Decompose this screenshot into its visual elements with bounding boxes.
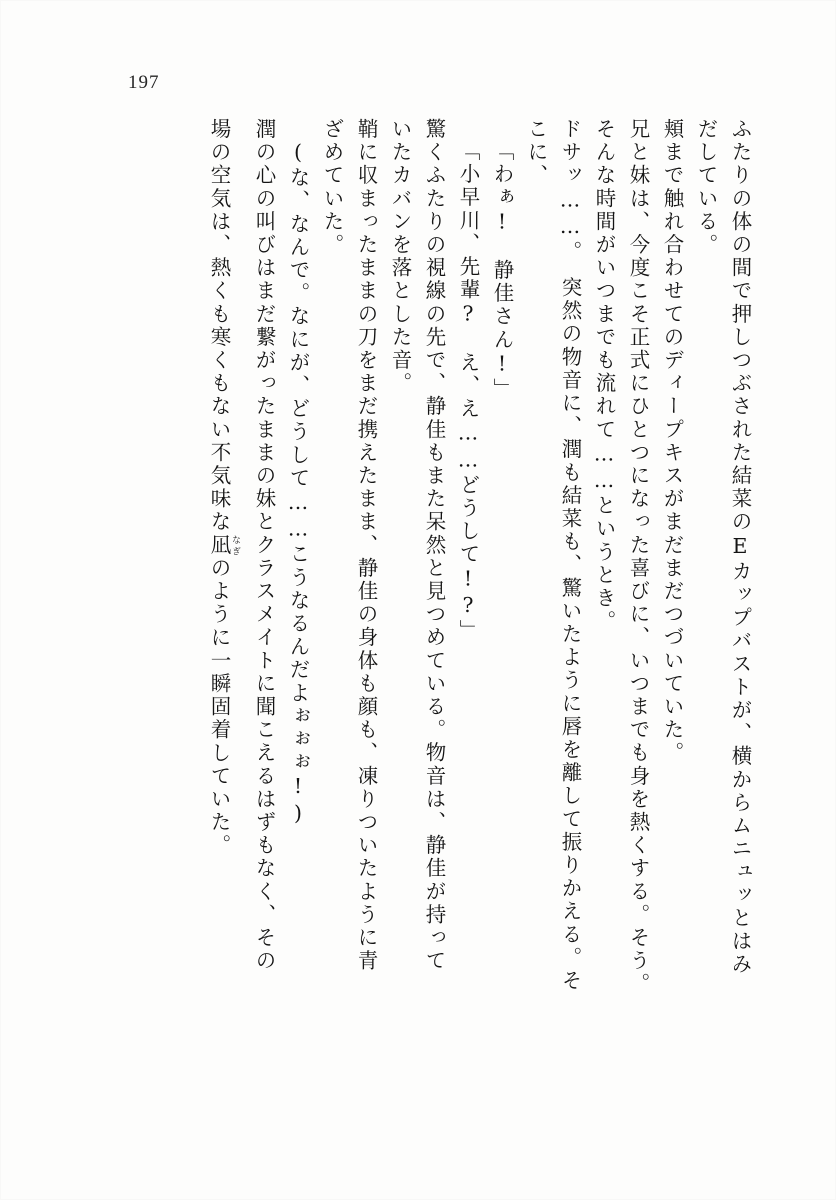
text-column: 兄と妹は、今度こそ正式にひとつになった喜びに、いつまでも身を熱くする。そう。 xyxy=(626,118,650,996)
page-number: 197 xyxy=(128,72,160,93)
text-column: 鞘に収まったままの刀をまだ携えたまま、静佳の身体も顔も、凍りついたように青 xyxy=(354,118,378,973)
text-column: いたカバンを落とした音。 xyxy=(388,118,412,396)
text-column: 潤の心の叫びはまだ繋がったままの妹とクラスメイトに聞こえるはずもなく、その xyxy=(252,118,276,973)
text-column: (な、なんで。なにが、どうして……こうなるんだよぉぉぉ!) xyxy=(286,140,310,828)
text-column: ふたりの体の間で押しつぶされた結菜のEカップバストが、横からムニュッとはみ xyxy=(728,118,752,977)
text-column: だしている。 xyxy=(694,118,718,257)
text-column: そんな時間がいつまでも流れて……というとき。 xyxy=(592,118,616,634)
vertical-text-block xyxy=(130,118,750,1078)
text-column: こに、 xyxy=(524,118,548,188)
text-column: 頬まで触れ合わせてのディープキスがまだまだつづいていた。 xyxy=(660,118,684,765)
text-column: 「わぁ! 静佳さん!」 xyxy=(490,140,514,402)
ruby-annotation: 凪 なぎ xyxy=(207,533,240,557)
text-column: ドサッ……。 突然の物音に、潤も結菜も、驚いたように唇を離して振りかえる。そ xyxy=(558,118,582,993)
text-column: 場の空気は、熱くも寒くもない不気味な凪 なぎのように一瞬固着していた。 xyxy=(207,118,240,858)
text-column: ざめていた。 xyxy=(320,118,344,257)
text-column: 「小早川、先輩? え、え……どうして!?」 xyxy=(456,140,480,643)
text-column: 驚くふたりの視線の先で、静佳もまた呆然と見つめている。物音は、静佳が持って xyxy=(422,118,446,973)
